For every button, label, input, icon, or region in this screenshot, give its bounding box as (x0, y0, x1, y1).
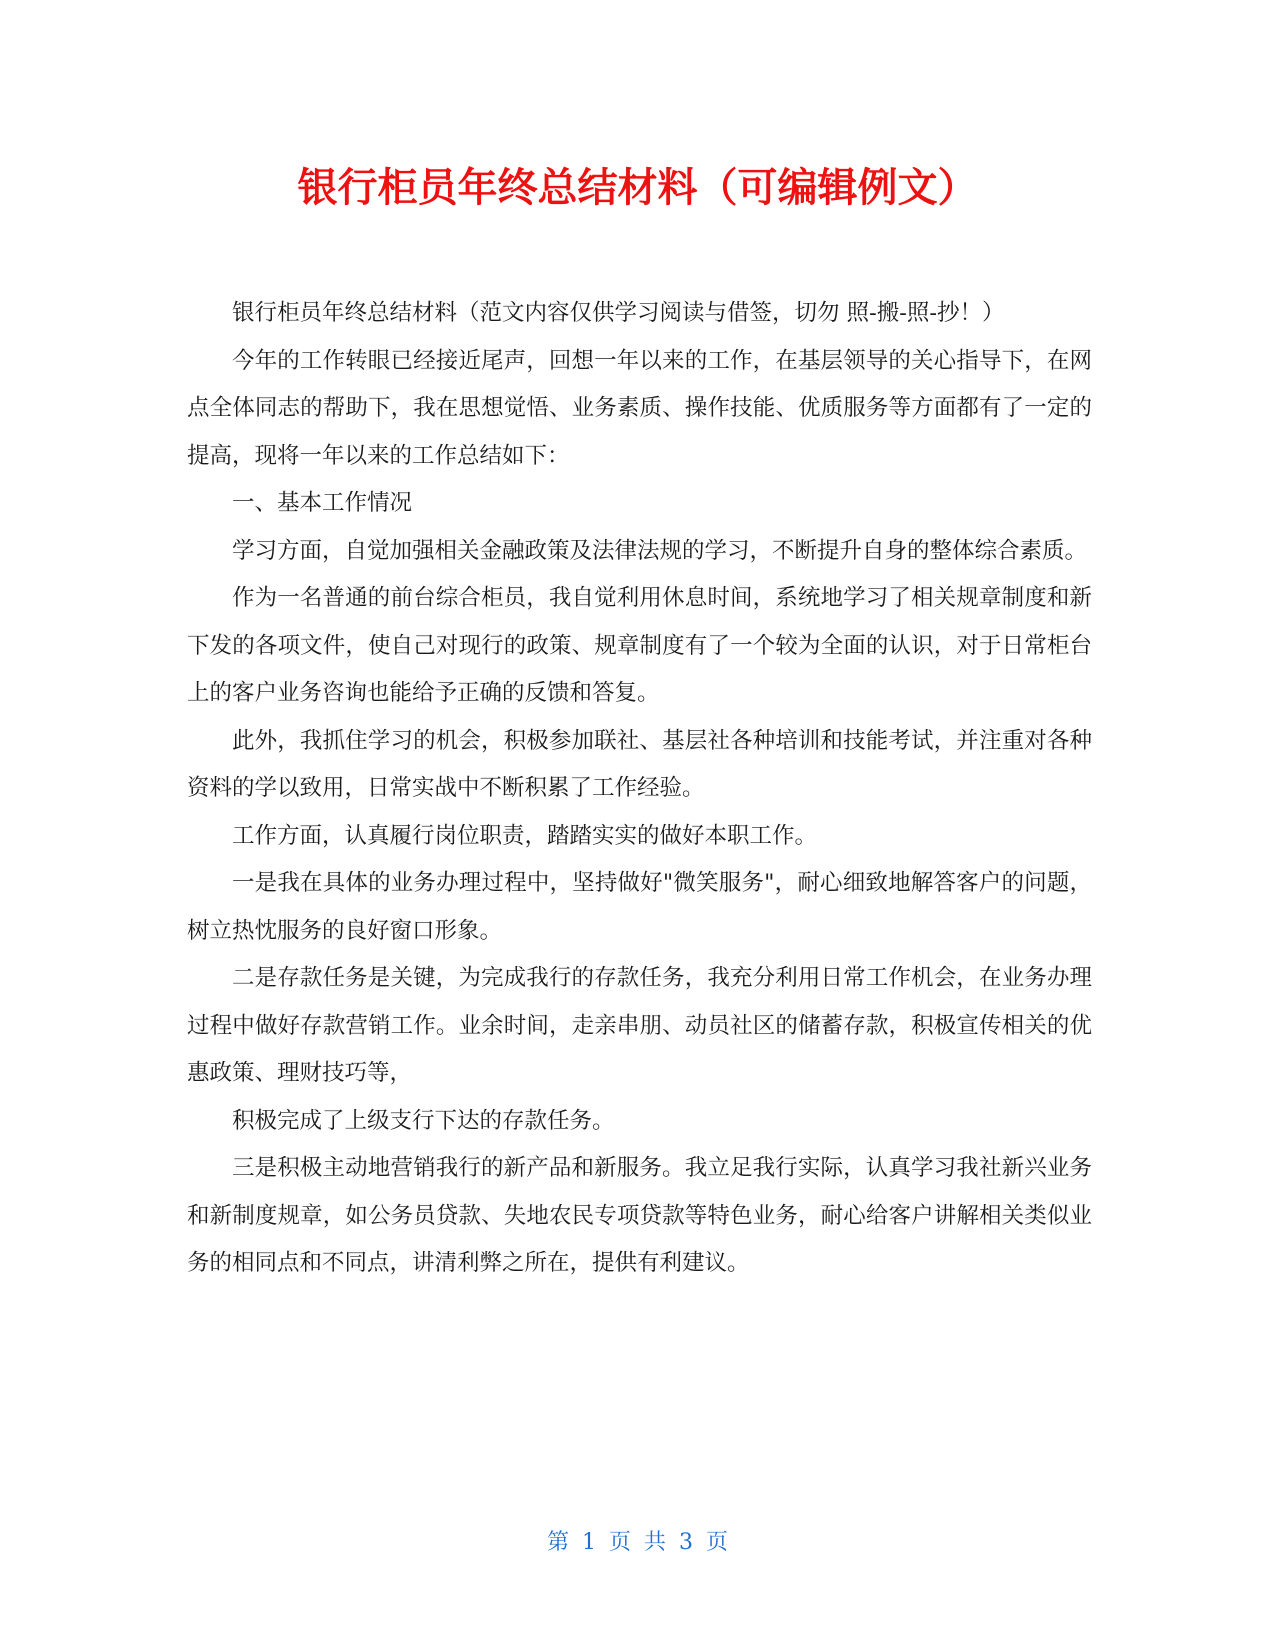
paragraph-work: 工作方面，认真履行岗位职责，踏踏实实的做好本职工作。 (232, 822, 818, 849)
page-number-footer: 第 1 页 共 3 页 (547, 1530, 728, 1555)
paragraph-study: 学习方面，自觉加强相关金融政策及法律法规的学习，不断提升自身的整体综合素质。 (232, 537, 1088, 564)
paragraph-overview: 今年的工作转眼已经接近尾声，回想一年以来的工作，在基层领导的关心指导下，在网点全体同志的帮助下，我在思想觉悟、业务素质、操作技能、优质服务等方面都有了一定的提高，现将一年以来的工作总结如下： (187, 347, 1092, 469)
document-body (187, 290, 1092, 1288)
paragraph-training: 此外，我抓住学习的机会，积极参加联社、基层社各种培训和技能考试，并注重对各种资料的学以致用，日常实战中不断积累了工作经验。 (187, 727, 1092, 801)
paragraph-intro: 银行柜员年终总结材料（范文内容仅供学习阅读与借签，切勿 照-搬-照-抄！） (232, 300, 1005, 326)
section-heading-basic-work: 一、基本工作情况 (232, 490, 413, 516)
document-title: 银行柜员年终总结材料（可编辑例文） (297, 165, 978, 211)
paragraph-point-two: 二是存款任务是关键，为完成我行的存款任务，我充分利用日常工作机会，在业务办理过程中做好存款营销工作。业余时间，走亲串朋、动员社区的储蓄存款，积极宣传相关的优惠政策、理财技巧等， (187, 965, 1092, 1086)
paragraph-point-three: 三是积极主动地营销我行的新产品和新服务。我立足我行实际，认真学习我社新兴业务和新制度规章，如公务员贷款、失地农民专项贷款等特色业务，耐心给客户讲解相关类似业务的相同点和不同点，讲清利弊之所在，提供有利建议。 (187, 1155, 1092, 1276)
paragraph-teller-study: 作为一名普通的前台综合柜员，我自觉利用休息时间，系统地学习了相关规章制度和新下发的各项文件，使自己对现行的政策、规章制度有了一个较为全面的认识，对于日常柜台上的客户业务咨询也能给予正确的反馈和答复。 (187, 585, 1092, 706)
paragraph-deposit-task: 积极完成了上级支行下达的存款任务。 (232, 1107, 615, 1134)
paragraph-point-one: 一是我在具体的业务办理过程中，坚持做好"微笑服务"，耐心细致地解答客户的问题，树立热忱服务的良好窗口形象。 (187, 870, 1092, 944)
